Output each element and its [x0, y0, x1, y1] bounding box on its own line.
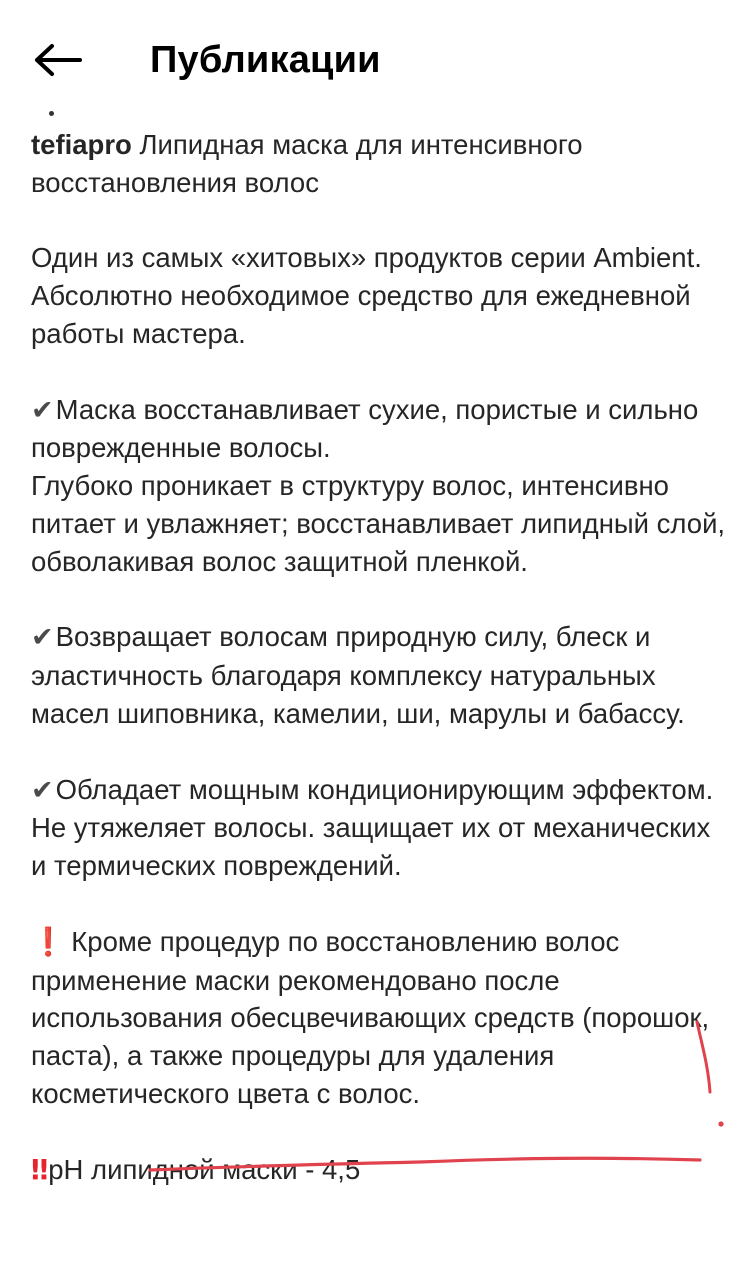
top-bar — [0, 0, 748, 120]
paragraph-1: Один из самых «хитовых» продуктов серии Ambient. Абсолютно необходимое средство для ежедневной работы мастера. — [31, 242, 702, 349]
page-title: Публикации — [150, 39, 381, 81]
arrow-left-icon — [33, 42, 83, 78]
double-exclamation-icon: ‼ — [31, 1153, 47, 1186]
exclamation-icon: ❗ — [31, 925, 66, 958]
paragraph-3 — [31, 618, 731, 732]
paragraph-4-text: Обладает мощным кондиционирующим эффектом. Не утяжеляет волосы. защищает их от механических и термических повреждений. — [31, 773, 714, 882]
paragraph-6-text: pH липидной маски - 4,5 — [48, 1153, 361, 1185]
check-icon: ✔ — [31, 622, 54, 654]
caption-intro — [31, 126, 731, 202]
paragraph-4 — [31, 771, 731, 885]
paragraph-5 — [31, 923, 731, 1113]
check-icon: ✔ — [31, 394, 54, 426]
paragraph-3-text: Возвращает волосам природную силу, блеск и эластичность благодаря комплексу натуральных масел шиповника, камелии, ши, марулы и бабассу. — [31, 621, 685, 729]
paragraph-6 — [31, 1151, 731, 1190]
back-button[interactable] — [30, 38, 86, 82]
paragraph-2a-text: Маска восстанавливает сухие, пористые и сильно поврежденные волосы. — [31, 393, 699, 464]
post-caption — [31, 126, 731, 1189]
hashtag-line — [31, 1262, 731, 1280]
paragraph-2b: Глубоко проникает в структуру волос, интенсивно питает и увлажняет; восстанавливает липидный слой, обволакивая волос защитной пленкой. — [31, 470, 726, 577]
paragraph-5-text: Кроме процедур по восстановлению волос применение маски рекомендовано после использования обесцвечивающих средств (порошок, паста), а также процедуры для удаления косметического цвета с волос. — [31, 925, 710, 1109]
check-icon: ✔ — [31, 774, 54, 806]
intro-text: Липидная маска для интенсивного восстановления волос — [31, 129, 583, 198]
username-link[interactable]: tefiapro — [31, 129, 132, 160]
truncation-dot — [49, 111, 54, 116]
paragraph-2a — [31, 391, 731, 468]
